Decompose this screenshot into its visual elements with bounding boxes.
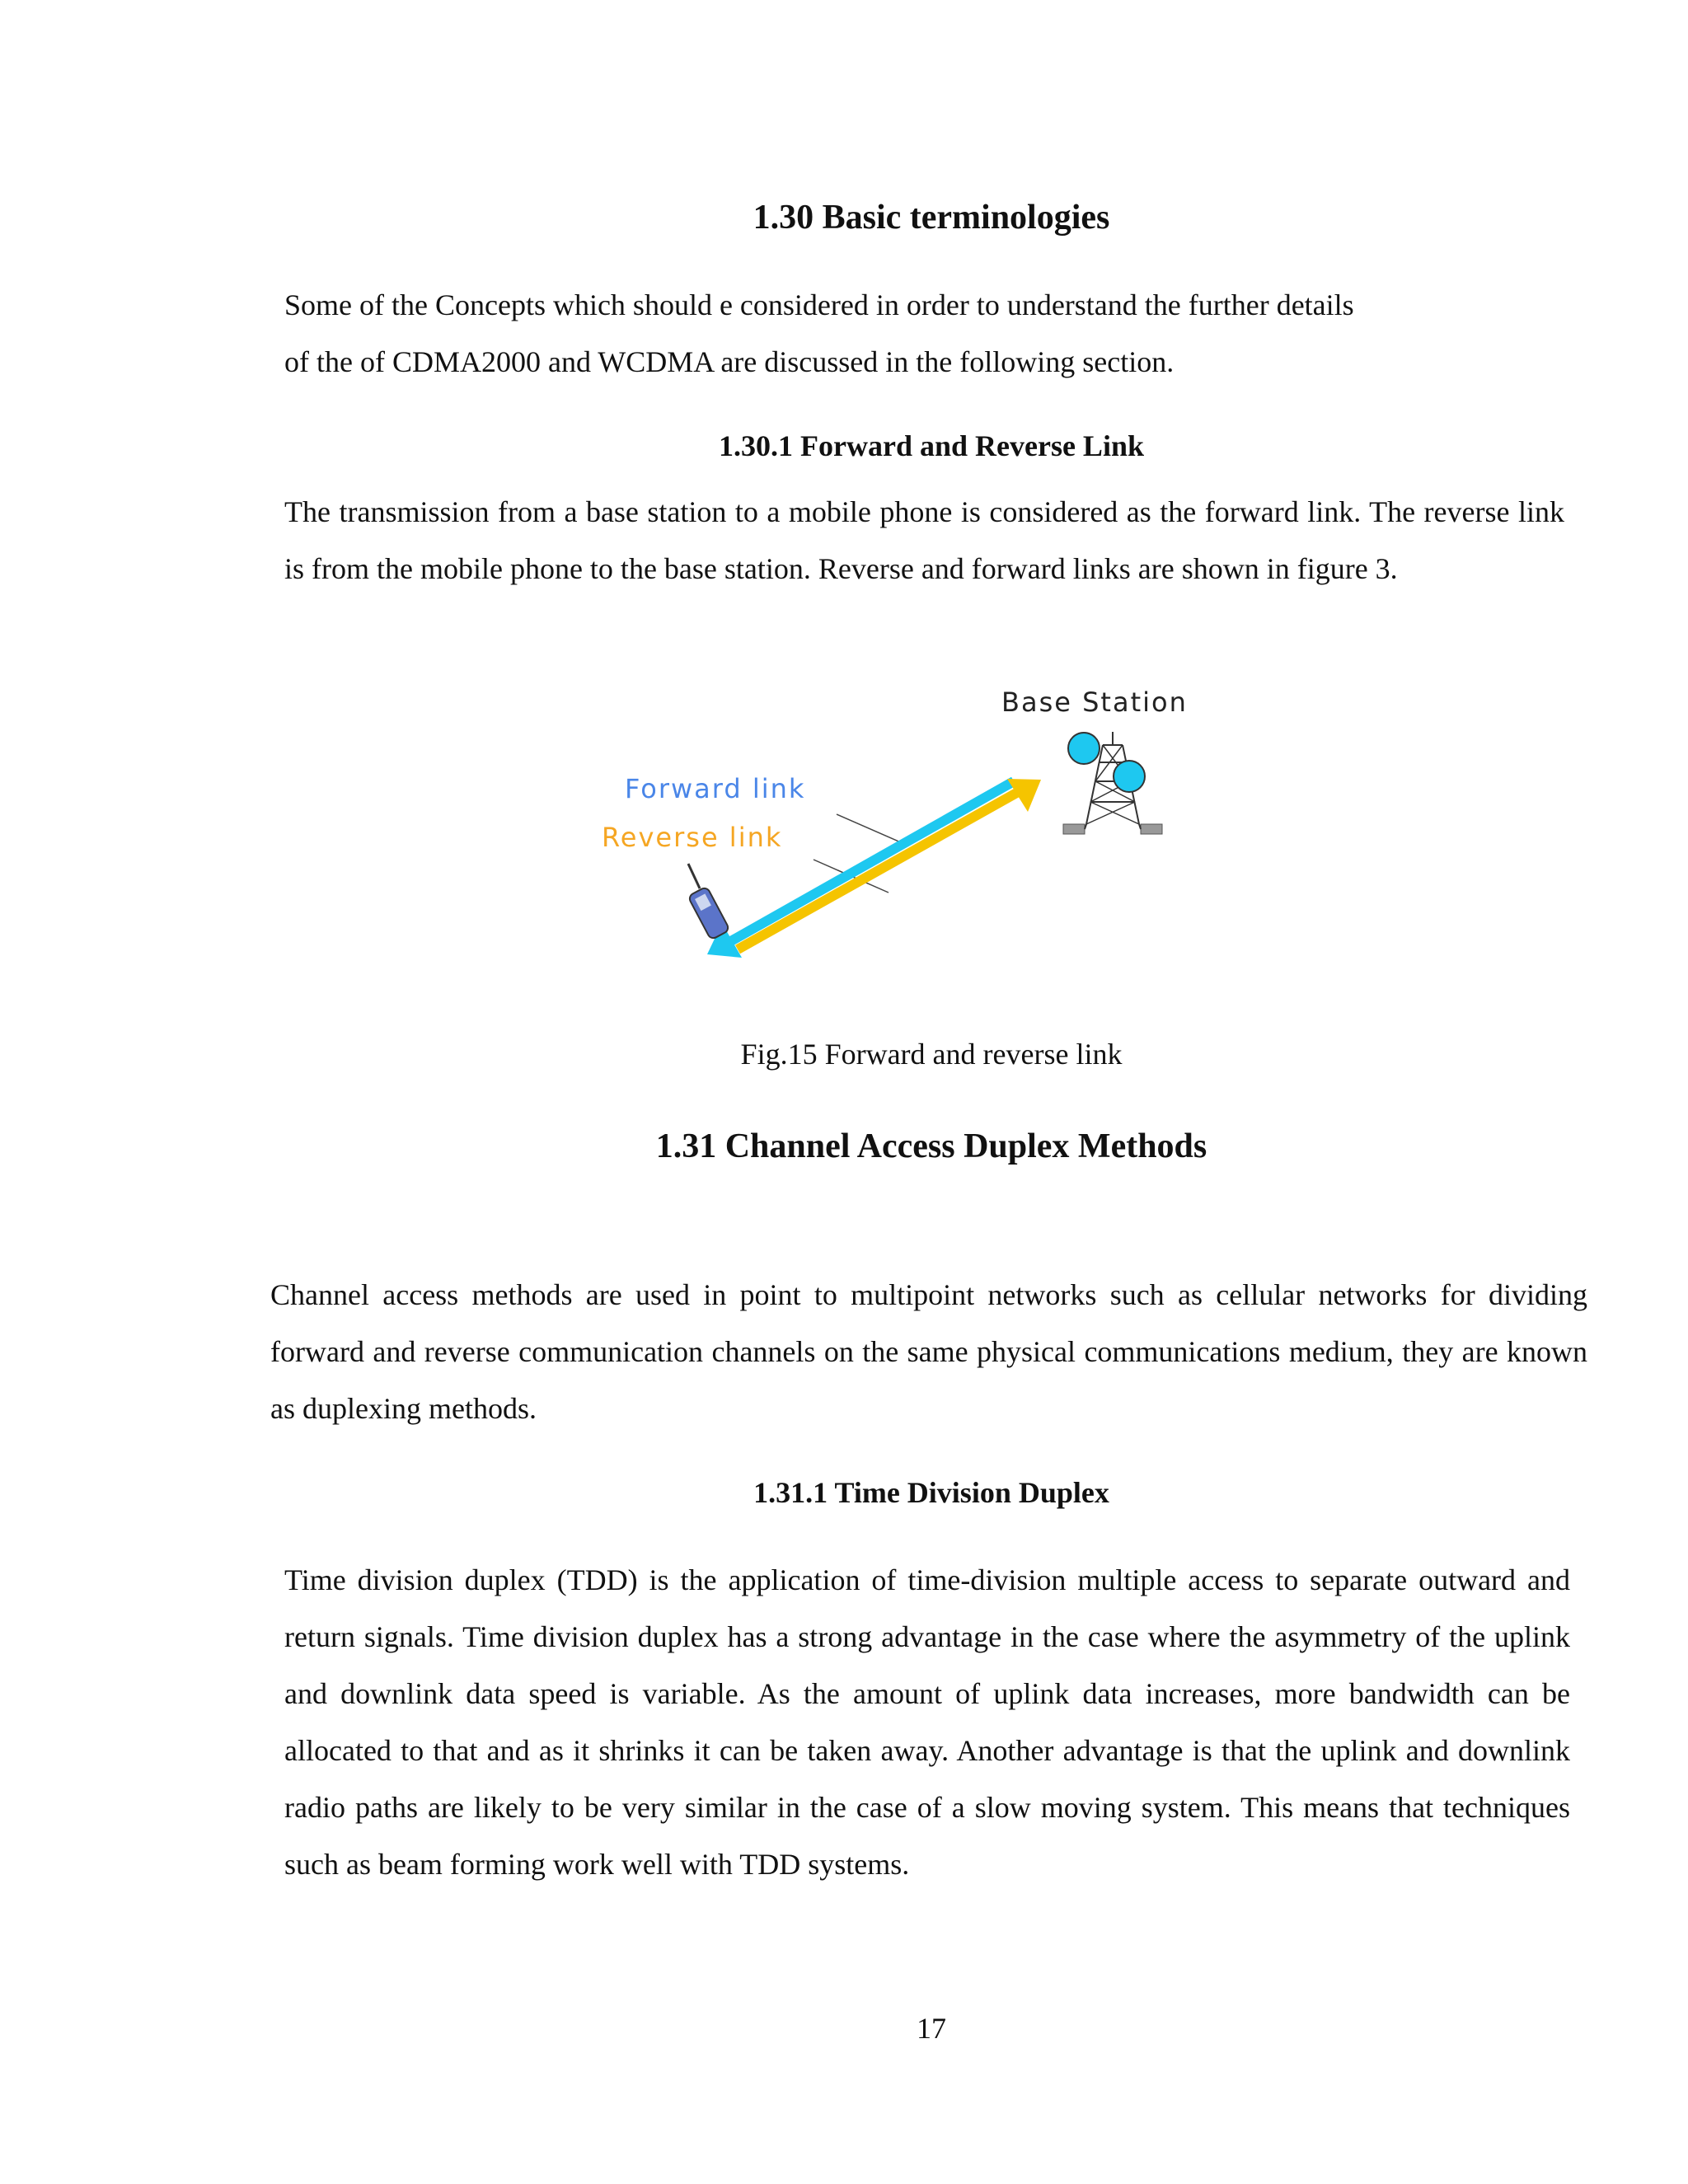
section-heading-1-30: 1.30 Basic terminologies	[753, 199, 1110, 237]
reverse-link-arrow	[738, 779, 1041, 949]
forward-link-arrow	[707, 781, 1014, 958]
forward-reverse-text: The transmission from a base station to a mobile phone is considered as the forward link. The reverse link is from the mobile phone to the base station. Reverse and forward links are shown in figure 3.	[284, 495, 1564, 585]
figure-drawing	[585, 676, 1212, 1005]
tdd-paragraph	[284, 1552, 1570, 1893]
figure-caption: Fig.15 Forward and reverse link	[740, 1038, 1123, 1071]
forward-link-label: Forward link	[625, 773, 806, 804]
subsection-heading-1-31-1: 1.31.1 Time Division Duplex	[753, 1476, 1109, 1509]
forward-reverse-paragraph	[284, 484, 1564, 598]
intro-paragraph	[284, 277, 1570, 391]
page-number: 17	[917, 2012, 946, 2045]
base-station-tower-icon	[1063, 732, 1162, 834]
forward-link-pointer	[837, 814, 903, 843]
intro-line-1: Some of the Concepts which should e considered in order to understand the further details	[284, 288, 1354, 321]
forward-reverse-figure	[585, 676, 1212, 1005]
subsection-heading-1-30-1: 1.30.1 Forward and Reverse Link	[719, 429, 1144, 462]
tdd-text: Time division duplex (TDD) is the application of time-division multiple access to separate outward and return signals. Time division duplex has a strong advantage in the case where the asymmetry of the uplink and downlink data speed is variable. As the amount of uplink data increases, more bandwidth can be allocated to that and as it shrinks it can be taken away. Another advantage is that the uplink and downlink radio paths are likely to be very similar in the case of a slow moving system. This means that techniques such as beam forming work well with TDD systems.	[284, 1563, 1570, 1881]
intro-line-2: of the of CDMA2000 and WCDMA are discussed in the following section.	[284, 345, 1175, 378]
reverse-link-label: Reverse link	[602, 822, 783, 853]
section-heading-1-31: 1.31 Channel Access Duplex Methods	[655, 1127, 1207, 1165]
mobile-phone-icon	[687, 864, 729, 940]
base-station-label: Base Station	[1001, 687, 1188, 718]
channel-access-text: Channel access methods are used in point to multipoint networks such as cellular networks for dividing forward and reverse communication channels on the same physical communications medium, they are known as duplexing methods.	[270, 1278, 1587, 1425]
channel-access-paragraph	[270, 1267, 1587, 1437]
